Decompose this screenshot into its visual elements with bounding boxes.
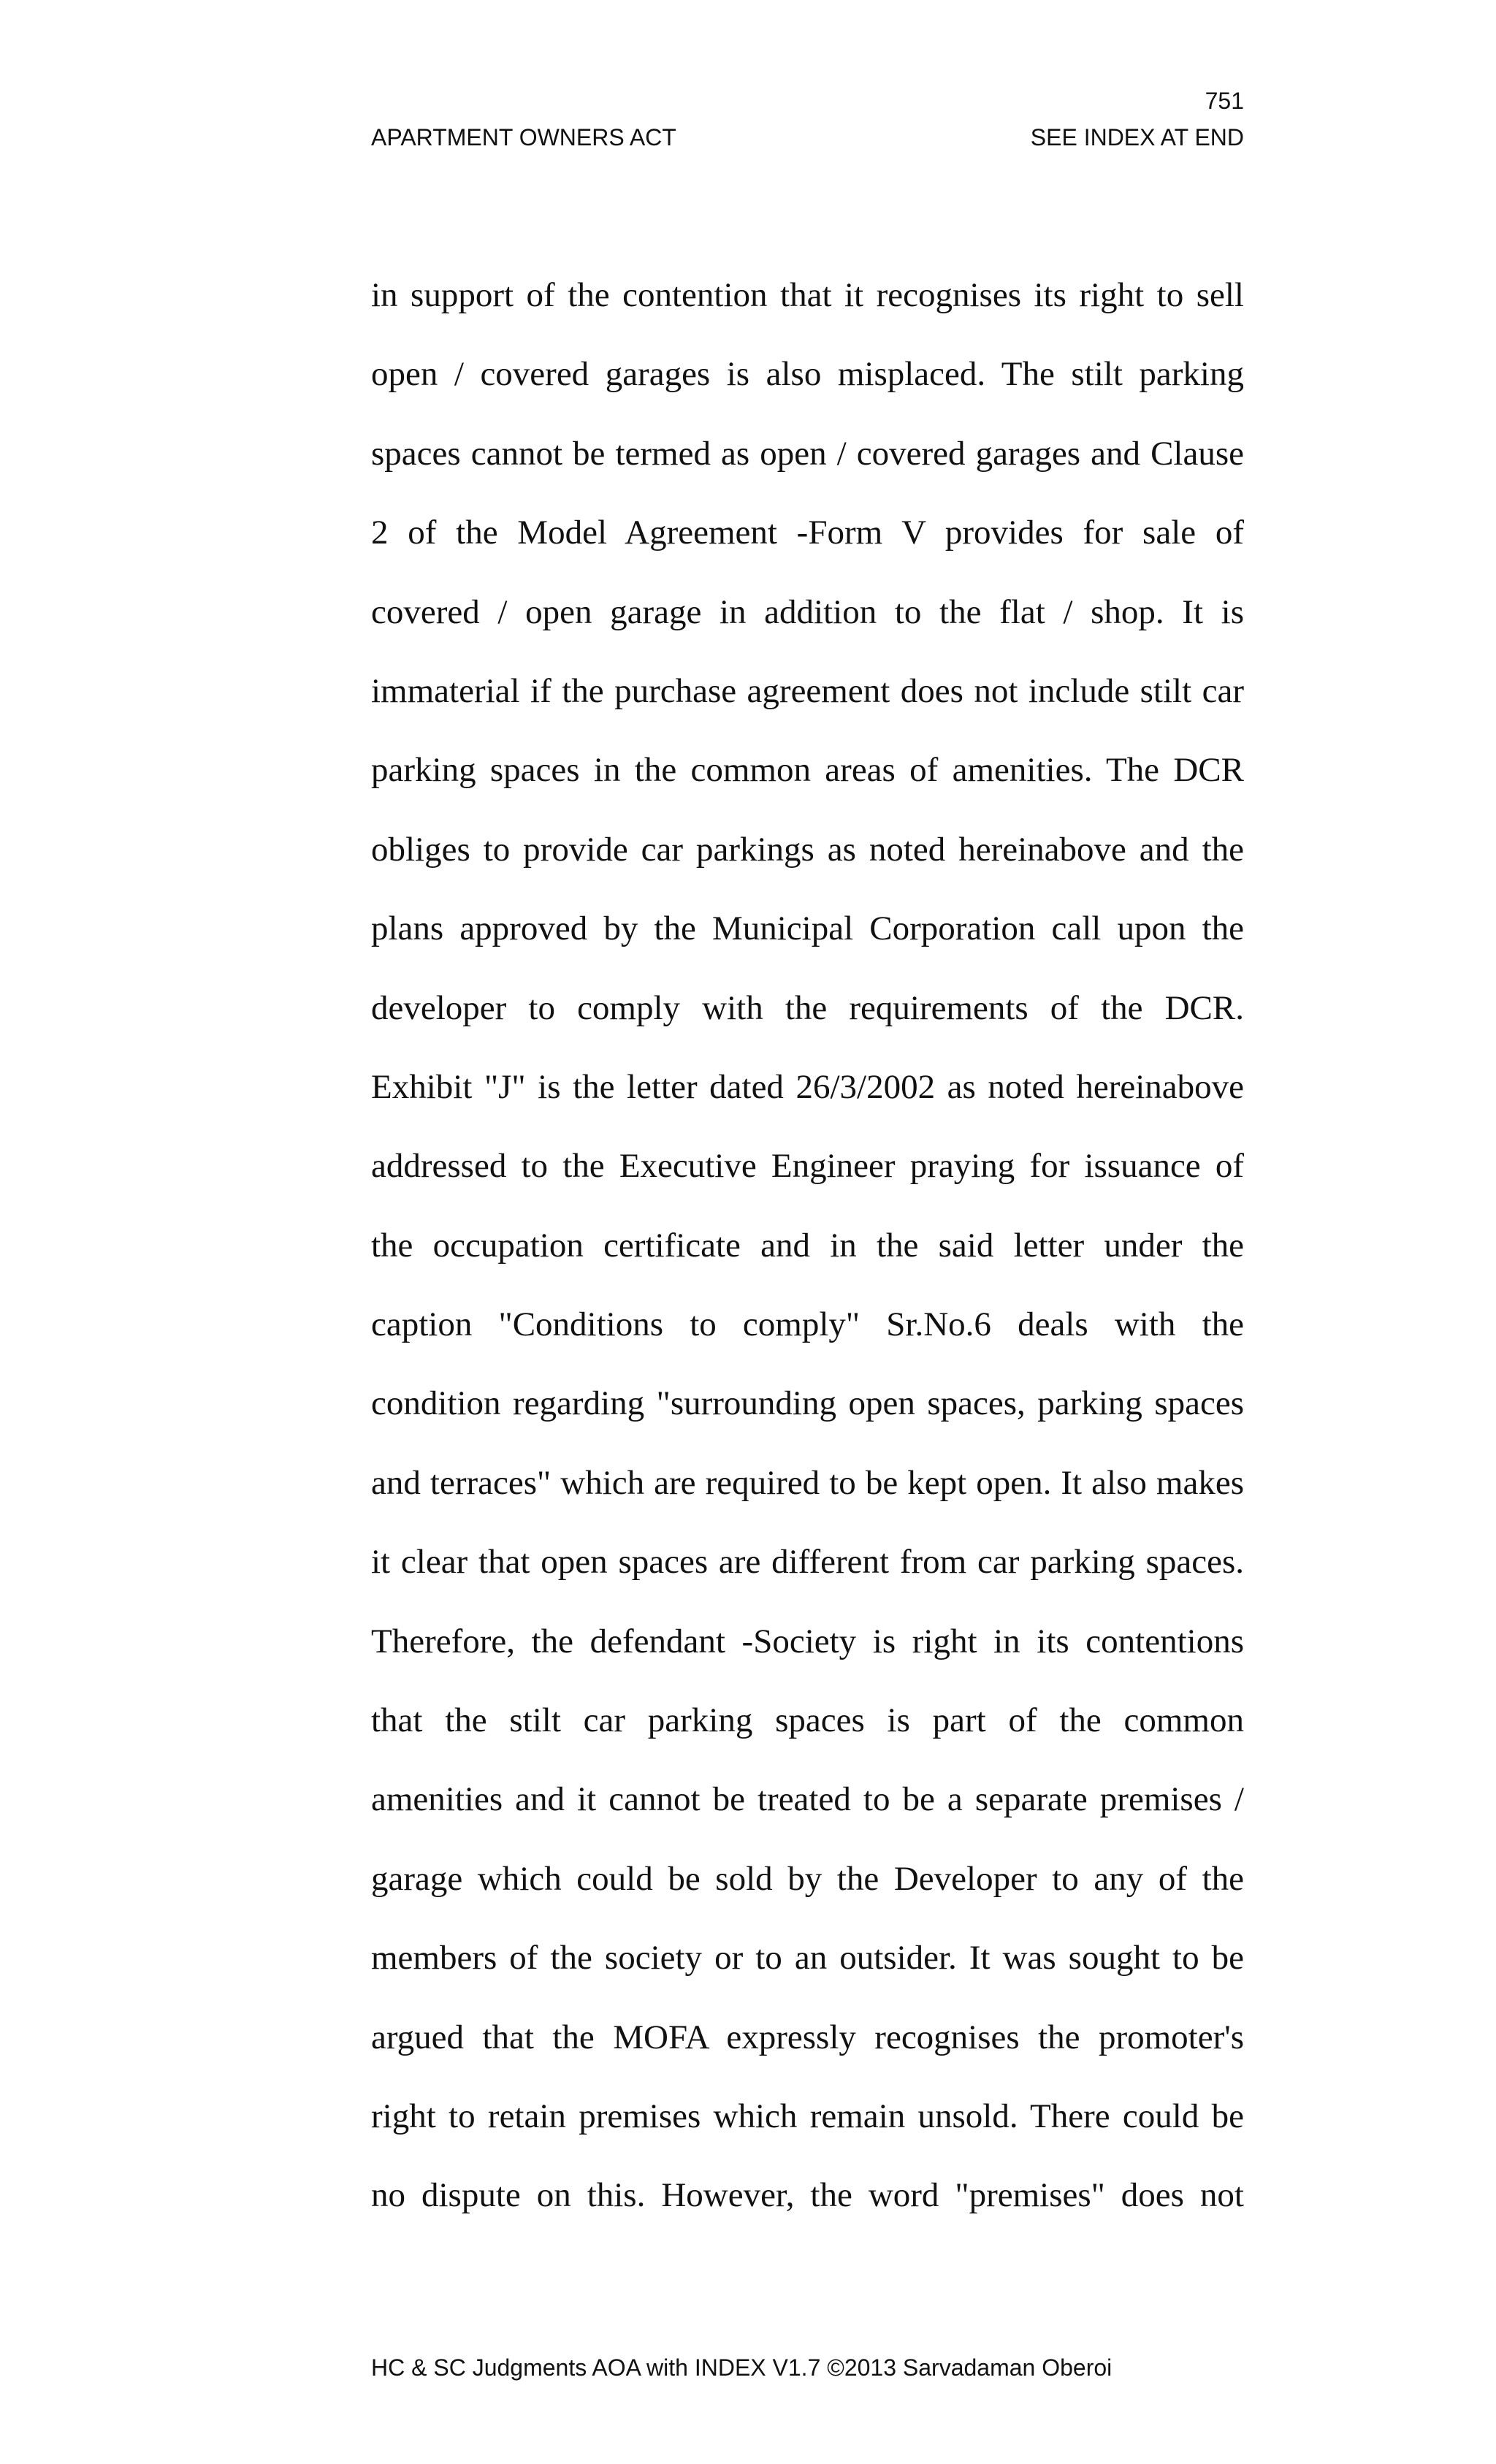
- page-number: 751: [1205, 88, 1244, 114]
- body-text-line: that the stilt car parking spaces is part of the common: [371, 1701, 1244, 1740]
- body-text-line: immaterial if the purchase agreement does not include stilt car: [371, 671, 1244, 710]
- body-text-line: 2 of the Model Agreement -Form V provides for sale of: [371, 514, 1244, 552]
- body-text-line: condition regarding "surrounding open spaces, parking spaces: [371, 1384, 1244, 1423]
- body-text-line: and terraces" which are required to be kept open. It also makes: [371, 1463, 1244, 1502]
- body-text-line: obliges to provide car parkings as noted hereinabove and the: [371, 830, 1244, 869]
- body-paragraph: [371, 256, 1244, 2235]
- body-text-line: garage which could be sold by the Developer to any of the: [371, 1859, 1244, 1898]
- body-text-line: members of the society or to an outsider. It was sought to be: [371, 1939, 1244, 1977]
- body-text-line: argued that the MOFA expressly recognises the promoter's: [371, 2018, 1244, 2056]
- body-text-line: it clear that open spaces are different from car parking spaces.: [371, 1543, 1244, 1582]
- body-text-line: spaces cannot be termed as open / covered garages and Clause: [371, 434, 1244, 473]
- body-text-line: plans approved by the Municipal Corporation call upon the: [371, 909, 1244, 948]
- body-text-line: the occupation certificate and in the said letter under the: [371, 1226, 1244, 1265]
- page-footer: HC & SC Judgments AOA with INDEX V1.7 ©2013 Sarvadaman Oberoi: [371, 2354, 1113, 2381]
- body-text-line: right to retain premises which remain unsold. There could be: [371, 2097, 1244, 2135]
- body-text-line: caption "Conditions to comply" Sr.No.6 deals with the: [371, 1305, 1244, 1344]
- body-text-line: in support of the contention that it recognises its right to sell: [371, 276, 1244, 314]
- body-text-line: covered / open garage in addition to the flat / shop. It is: [371, 592, 1244, 631]
- body-text-line: amenities and it cannot be treated to be a separate premises /: [371, 1780, 1244, 1819]
- body-text-line: Therefore, the defendant -Society is right in its contentions: [371, 1622, 1244, 1660]
- body-text-line: no dispute on this. However, the word "premises" does not: [371, 2176, 1244, 2215]
- body-text-line: addressed to the Executive Engineer praying for issuance of: [371, 1147, 1244, 1186]
- body-text-line: developer to comply with the requirements of the DCR.: [371, 988, 1244, 1027]
- body-text-line: Exhibit "J" is the letter dated 26/3/2002 as noted hereinabove: [371, 1067, 1244, 1106]
- body-text-line: parking spaces in the common areas of amenities. The DCR: [371, 751, 1244, 790]
- running-header-title: APARTMENT OWNERS ACT: [371, 124, 676, 150]
- body-text-line: open / covered garages is also misplaced. The stilt parking: [371, 355, 1244, 394]
- running-header-index-note: SEE INDEX AT END: [1030, 124, 1244, 150]
